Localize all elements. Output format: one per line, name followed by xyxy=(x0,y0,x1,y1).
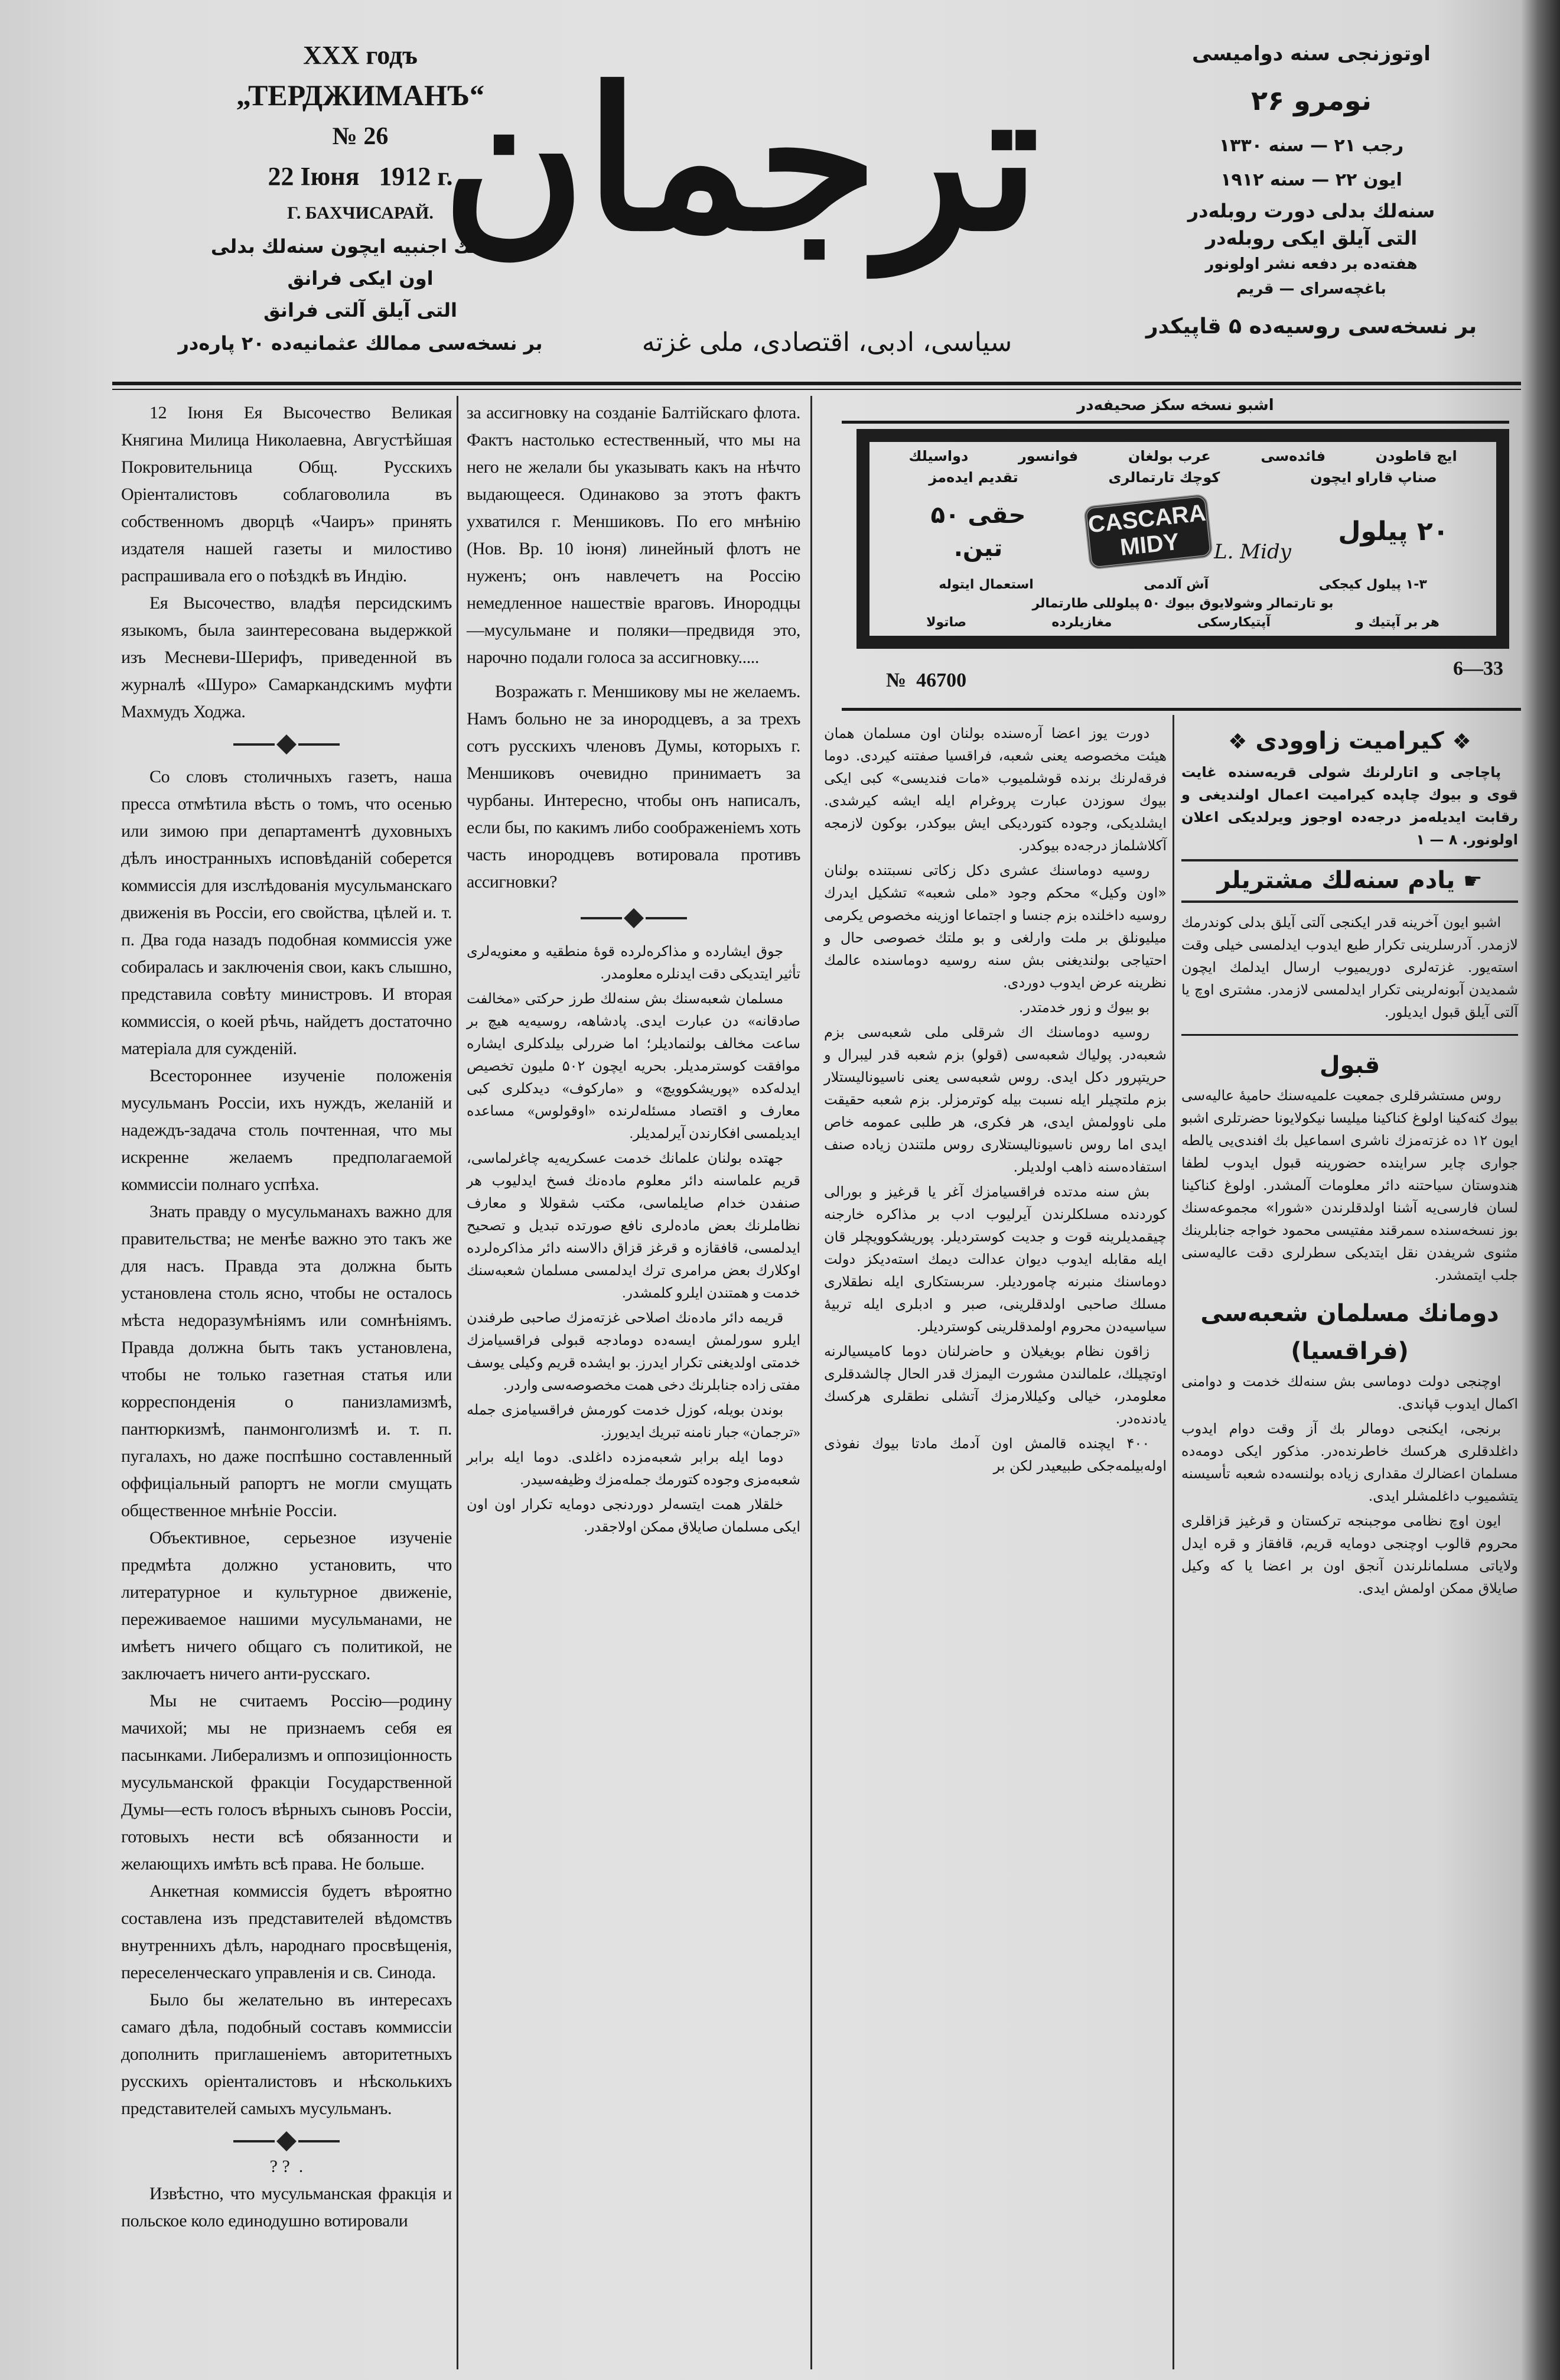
masthead-subtitle: سیاسی، ادبی، اقتصادی، ملی غزته xyxy=(641,327,1012,357)
advert-text-row xyxy=(884,467,1482,488)
foreign-price-line: ممالك اجنبیه ایچون سنەلك بدلی xyxy=(210,235,510,258)
header-rule-thin xyxy=(112,389,1521,390)
article-paragraph: برنجی، ایکنجی دومالر بك آز وقت دوام ایدوب داغلدقلری هرکسك خاطرندەدر. مذکور ایکی دومەده مسلمان اعضالرك مقداری زیاده بولنسەده شعبه تأسیسنه یتشمیوب داغلمشلر ایدی. xyxy=(1181,1420,1518,1504)
advert-text: تقدیم ایدەمز xyxy=(929,469,1018,486)
advert-text-row xyxy=(884,594,1482,613)
pointing-hand-icon: ☛ xyxy=(1463,869,1483,893)
article-paragraph: روس مستشرقلری جمعیت علمیەسنك حامیهٔ عالیەسی بیوك کنەکینا اولوغ کناکینا میلیسا نیکولایونا حضرتلری اشبو ایون ۱۲ ده غزتەمزك ناشری اسماعیل بك افندی‌یی یالطه جواری چایر سراینده حضورینه قبول ایدوب لطفا هندوستان سیاحتنه دائر معلومات آلمشدر. اولوغ کناکینا لسان فارسی‌یه آشنا اولدقلرندن «شورا» مجموعەسنك بوز نسخەسنده سمرقند مفتیسی محمود خواجه جنابلرینك مثنوی شریفدن نقل ایتدیکی سطرلری دقت عالیەسنی جلب ایتمشدر. xyxy=(1181,1087,1519,1283)
article-paragraph: زاقون نظام بویغیلان و حاضرلنان دوما کامیسیالرنه اوتچیلك، علمالندن مشورت الیمزك قدر الحال چالشدقلری معلومدر، خیالی وکیللارمزك آتشلی نطقلری هرکسك یادندەدر. xyxy=(824,1343,1167,1427)
section-question-marks: ? ? . xyxy=(269,2157,304,2176)
advert-text: صاتولا xyxy=(926,615,967,630)
article-paragraph: за ассигновку на созданіе Балтійскаго флота. Фактъ настолько естественный, что мы на него не желали бы указывать какъ на нѣчто выдающееся. Одинаково за этотъ фактъ ухватился г. Меншиковъ. По его мнѣнію (Нов. Вр. 10 іюня) линейный флотъ не нуженъ; онъ навлечетъ на Россію немедленное нашествіе враговъ. Инородцы—мусульмане и поляки—предвидя это, нарочно подали голоса за ассигновку..... xyxy=(467,403,800,667)
advert-text: فوانسور xyxy=(1018,448,1079,464)
notice-paragraph: اشبو ایون آخرینه قدر ایکنجی آلتی آیلق بدلی کوندرمك لازمدر. آدرسلرینی تکرار طبع ایدوب ایدلمسی خیلی وقت استەیور. غزتەلری دوریمیوب ارسال ایدلمك ایچون شمدیدن آبونەلرینی تکرار ایدلمسی لازمدر. مشتری اوچ یا آلتی آیلق قبول ایدیلور. xyxy=(1181,914,1518,1020)
section-subheading-fraction: (فراقسیا) xyxy=(1291,1338,1409,1365)
article-paragraph: خلقلار همت ایتسەلر دوردنجی دومایه تکرار اون اون ایکی مسلمان صایلاق ممکن اولاجقدر. xyxy=(467,1497,800,1535)
issue-date: 22 Іюня 1912 г. xyxy=(268,162,453,191)
article-paragraph: اوچنجی دولت دوماسی بش سنەلك خدمت و دوامنی اکمال ایدوب قپاندی. xyxy=(1181,1373,1518,1412)
cascara-midy-logo: CASCARA MIDY xyxy=(1083,493,1213,570)
article-paragraph: Было бы желательно въ интересахъ самаго дѣла, подобный составъ коммиссіи дополнить приглашеніемъ авторитетныхъ русскихъ оріенталистовъ и нѣсколькихъ представителей самыхъ мусульманъ. xyxy=(121,1990,452,2118)
ornament-divider xyxy=(121,733,452,756)
advert-text: فائدەسی xyxy=(1261,448,1326,464)
advert-number: № 46700 xyxy=(886,669,967,691)
foreign-price-line: اون ایکی فرانق xyxy=(287,267,434,290)
volume-info: اوتوزنجی سنه دوامیسی xyxy=(1192,42,1431,66)
advert-pill-count: ۲۰ پیلول xyxy=(1338,516,1449,547)
place: باغچەسرای — قریم xyxy=(1236,280,1386,298)
advert-bottom-rule xyxy=(842,708,1521,711)
advert-text-row xyxy=(884,576,1482,594)
column-separator xyxy=(810,396,812,2369)
section-heading-tile-factory: ❖ کیرامیت زاوودی ❖ xyxy=(1181,722,1518,761)
article-paragraph: دوما ایله برابر شعبەمزده داغلدی. دوما ایله برابر شعبەمزی وجوده کتورمك جملەمزك وظیفەسیدر. xyxy=(467,1450,800,1488)
advert-text-row xyxy=(884,446,1482,467)
article-paragraph: Всестороннее изученіе положенія мусульманъ Россіи, ихъ нуждъ, желаній и надеждъ-задача столь почтенная, что мы искренне желаемъ предполагаемой коммиссіи полнаго успѣха. xyxy=(121,1066,452,1194)
gregorian-date: ایون ۲۲ — سنه ۱۹۱۲ xyxy=(1220,170,1402,190)
advert-text: مغازیلرده xyxy=(1051,615,1112,630)
article-paragraph: Ея Высочество, владѣя персидскимъ языкомъ, была заинтересована выдержкой изъ Месневи-Шерифъ, приведенной въ журналѣ «Шуро» Самаркандскимъ муфти Махмудъ Ходжа. xyxy=(121,593,452,721)
advert-text-row xyxy=(884,613,1482,632)
article-paragraph: جهتده بولنان علمانك خدمت عسکریەیه چاغرلماسی، قریم علماسنه دائر معلوم مادەنك فسخ ایدلیوب هر صنفدن خدام صایلماسی، مکتب شقوللا و معارف نظاملرنك بعض مادەلری نافع صورتده تبدیل و تصحیح ایدلمسی، قافقازه و قرغز قزاق دالاسنه دائر مذاکرەلرده اوکلارك بعض مرامری ترك ایدلمسی مسلمان شعبەسنك خدمت و همتندن ایلرو کلمشدر. xyxy=(467,1151,800,1301)
article-paragraph: Возражать г. Меншикову мы не желаемъ. Намъ больно не за инородцевъ, а за трехъ сотъ русскихъ членовъ Думы, которыхъ г. Меншиковъ очевидно принимаетъ за чурбаны. Интересно, чтобы онъ написалъ, если бы, по какимъ либо соображеніемъ хоть часть инородцевъ вотировала противъ ассигновки? xyxy=(467,682,800,892)
ornament-icon: ❖ xyxy=(1452,730,1471,754)
issue-number-ottoman: نومرو ۲۶ xyxy=(1251,84,1372,116)
article-paragraph: 12 Іюня Ея Высочество Великая Княгина Милица Николаевна, Августѣйшая Покровительница Общ. Русскихъ Оріенталистовъ соблаговолила въ собственномъ дворцѣ «Чаиръ» принять издателя нашей газеты и милостиво распрашивала его о поѣздкѣ въ Индію. xyxy=(121,403,452,586)
advert-text: ۱-۳ پیلول کیجکی xyxy=(1318,577,1427,592)
advert-text: بو تارتمالر وشولایوق بیوك ۵۰ پیلوللی طارتمالر xyxy=(1032,596,1334,611)
section-heading-duma-muslim-group: دومانك مسلمان شعبەسی xyxy=(1200,1300,1499,1327)
article-paragraph: Анкетная коммиссія будетъ вѣроятно составлена изъ представителей вѣдомствъ внутреннихъ дѣлъ, народнаго просвѣщенія, переселенческаго управленія и св. Синода. xyxy=(121,1881,452,1982)
advert-text: استعمال ایتولە xyxy=(939,577,1034,592)
advert-text: صناپ قاراو ایچون xyxy=(1310,469,1437,486)
column-3-ottoman xyxy=(824,722,1167,1480)
ornament-divider xyxy=(121,2129,452,2153)
volume-year: XXX годъ xyxy=(303,41,418,70)
masthead-calligraphy: ترجمان xyxy=(442,45,1040,274)
article-paragraph: Объективное, серьезное изученіе предмѣта должно установить, что литературное и культурное движеніе, переживаемое нашими мусульманами, не имѣетъ ничего общаго съ политикой, не заключаетъ ничего анти-русскаго. xyxy=(121,1528,452,1683)
cascara-midy-advert xyxy=(856,429,1509,649)
section-heading-subscribers: ☛ یادم سنەلك مشتریلر xyxy=(1181,859,1518,903)
article-paragraph: مسلمان شعبەسنك بش سنەلك طرز حرکتی «مخالفت صادقانه» دن عبارت ایدی. پادشاهه، روسیەیه هیچ بر ساعت مخالف بولنمادیلر؛ اما ضررلی بیلدکلری ایشاره موافقت کوسترمدیلر. بحریه ایچون ۵۰۲ ملیون تخصیص ایدلەکده «پوریشکوویچ» و «مارکوف» دیدکلری کبی معارف و اقتصاد مسئلەلرنده «اوقولوس» مساعده ایدیلمسی افکارندن آیرلمدیلر. xyxy=(467,991,800,1142)
ornament-icon: ❖ xyxy=(1228,730,1248,754)
section-rule xyxy=(1181,1034,1518,1036)
article-paragraph: ایون اوچ نظامی موجبنجه ترکستان و قرغیز قزاقلری محروم قالوب اوچنجی دومایه قریم، قافقاز و قره ایدل ولایاتی مسلمانلرندن آنجق اون بر اعضا یا که وکیل صایلاق ممکن اولمش ایدی. xyxy=(1181,1513,1518,1597)
hijri-date: رجب ۲۱ — سنه ۱۳۳۰ xyxy=(1219,135,1404,156)
ornament-divider xyxy=(467,906,800,930)
advert-signature: L. Midy xyxy=(1214,540,1291,564)
advert-text: عرب بولغان xyxy=(1128,448,1211,464)
article-paragraph: بو بیوك و زور خدمتدر. xyxy=(1018,999,1150,1016)
advert-text: دواسیلك xyxy=(908,448,969,464)
city: Г. БАХЧИСАРАЙ. xyxy=(287,203,434,223)
article-paragraph: بوندن بویله، کوزل خدمت کورمش فراقسیامزی جمله «ترجمان» جبار نامنه تبریك ایدیورز. xyxy=(467,1403,800,1441)
article-paragraph: بش سنه مدتده فراقسیامزك آغر یا قرغیز و بورالی کوردنده مسلکلرندن آیرلیوب ادب بر مذاکره خارجنه چیقمدیلرینه قوت و جدیت کوستردیلر. پوریشکوویچلر قان ایله مقابله ایدوب دیوان عدالت دیمك استەدیکز دولت دوماسنك منبرنه چاموردیلر. سربستکاری ایله نطقلاری مسلك صاحبی اولدقلرینی، صبر و ادبلری ایله تربیهٔ سیاسیەدن محروم اولمدقلرینی کوستردیلر. xyxy=(824,1184,1167,1335)
single-copy-price: بر نسخەسی روسیەده ۵ قاپیکدر xyxy=(1145,314,1477,339)
issue-number: № 26 xyxy=(332,123,389,150)
advert-rule xyxy=(842,421,1509,424)
article-paragraph: جوق ایشارده و مذاکرەلرده قوهٔ منطقیه و معنویەلری تأثیر ایتدیکی دقت ایدنلره معلومدر. xyxy=(467,944,800,982)
article-paragraph: Знать правду о мусульманахъ важно для правительства; не менѣе важно это такъ же для насъ. Правда эта должна быть установлена столь ясно, чтобы не осталось мѣста недоразумѣніямъ или сомнѣніямъ. Правда должна быть такъ установлена, чтобы не только газетная статья или корреспонденія о панизламизмѣ, пантюркизмѣ, панмонголизмѣ и. т. п. пугалахъ, но даже поспѣшно составленный оффиціальный рапортъ не могли смущать общественное мнѣніе Россіи. xyxy=(121,1202,452,1520)
advert-top-text xyxy=(884,446,1482,488)
advert-text: کوچك تارتمالری xyxy=(1108,469,1220,486)
article-paragraph: روسیه دوماسنك اك شرقلی ملی شعبەسی بزم شعبەدر. پولیاك شعبەسی (قولو) بزم شعبه قدر لیبرال و حریتپرور دکل ایدی. روس شعبەسی یعنی ناسیونالیستلار بزم ملتچیلر ایله نسبت بیله کوترمزلر. بزم شعبه حقیقت ملی ناوولمش ایدی، هر فکری، هر طلبی عمومه خاص ایدی اما روس ناسیونالیستلاری روس ملتندن زیاده صنف استفادەسنه ذاهب اولدیلر. xyxy=(824,1024,1167,1175)
advert-code: 6—33 xyxy=(1453,658,1503,679)
foreign-price-line: بر نسخەسی ممالك عثمانیەده ۲۰ پارەدر xyxy=(178,332,543,355)
column-2-ottoman-text xyxy=(467,941,800,1539)
article-paragraph: روسیه دوماسنك عشری دکل زکاتی نسبتنده بولنان «اون وکیل» محکم وجود «ملی شعبه» تشکیل ایدرك روسیه داخلنده بزم جنسا و اجتماعا اوزینه مخصوص یکرمی میلیونلق بر ملت وارلغی و بو ملتك خصوصی حال و احتیاجی بولندیغنی بش سنه روسیه دوماسنده عالمك نظرینه عرض ایدوب دوردی. xyxy=(824,862,1167,991)
advert-paragraph: پاچاجی و اتارلرنك شولی قریەسنده غایت قوی و بیوك چاپده کیرامیت اعمال اولندیغی و رقابت ایدیلەمز درجەده اوجوز ویرلدیکی اعلان اولونور. ۸ — ۱ xyxy=(1181,764,1518,848)
newspaper-title-russian: „ТЕРДЖИМАНЪ“ xyxy=(236,79,485,112)
half-year-price: التی آیلق ایکی روبلەدر xyxy=(1205,227,1418,249)
column-separator xyxy=(457,396,458,2369)
foreign-price-line: التی آیلق آلتی فرانق xyxy=(263,299,457,321)
publication-frequency: هفتەده بر دفعه نشر اولونور xyxy=(1205,255,1418,273)
advert-logo-group xyxy=(1086,500,1291,564)
column-separator xyxy=(1173,715,1174,2369)
advert-middle xyxy=(884,490,1482,573)
article-paragraph: ۴۰۰ ایچنده قالمش اون آدمك مادتا بیوك نفوذی اولەبیلمەجکی طبیعیدر لکن بر xyxy=(824,1435,1167,1474)
advert-text: آپتیکارسکی xyxy=(1197,615,1271,630)
article-paragraph: دورت یوز اعضا آرەسنده بولنان اون مسلمان همان هیئت مخصوصه یعنی شعبه، فراقسیا صفتنه کیردی. دوما فرقەلرنك برنده قوشلمیوب «مات فندیسی» کبی ایکی بیوك سوزدن عبارت پروغرام ایله ایشه کیرشدی. ایشلدیکی، وجوده کتوردیکی ایش بیوکدر، بوکون لازمجه آکلاشلماز درجەده بیوکدر. xyxy=(824,725,1167,854)
column-1-russian xyxy=(121,399,452,2235)
yearly-price: سنەلك بدلی دورت روبلەدر xyxy=(1187,200,1435,222)
header-right-block xyxy=(1110,35,1512,352)
advert-bottom-text xyxy=(884,576,1482,632)
advert-price: حقی ۵۰ تین. xyxy=(930,502,1026,562)
advert-text: هر بر آپتیك و xyxy=(1356,615,1440,630)
article-paragraph: Извѣстно, что мусульманская фракція и польское коло единодушно вотировали xyxy=(121,2184,452,2231)
column-2 xyxy=(467,399,800,1541)
article-paragraph: Со словъ столичныхъ газетъ, наша пресса отмѣтила вѣсть о томъ, что осенью или зимою при департаментѣ духовныхъ дѣлъ иностранныхъ исповѣданій соберется коммиссія для изслѣдованія мусульманскаго движенія въ Россіи, его свойства, цѣлей и. т. п. Два года назадъ подобная коммиссія уже собиралась и заключенія свои, какъ слышно, представила совѣту министровъ. И вторая коммиссія, о коей рѣчь, найдетъ достаточно матеріала для сужденій. xyxy=(121,767,452,1058)
section-heading-reception: قبول xyxy=(1319,1052,1380,1079)
advert-text: ایچ قاطودن xyxy=(1375,448,1457,464)
column-4-ottoman xyxy=(1181,722,1518,1602)
advert-text: آش آلدمی xyxy=(1144,577,1209,592)
article-paragraph: قریمه دائر مادەنك اصلاحی غزتەمزك صاحبی طرفندن ایلرو سورلمش ایسەده دومادجه قبولی فراقسیامزك خدمتی اولدیغنی تکرار ایدرز. بو ایشده قریم وکیلی یوسف مفتی زاده جنابلرنك دخی همت مخصوصەسی واردر. xyxy=(467,1311,800,1393)
header-rule xyxy=(112,382,1521,385)
page-count-caption: اشبو نسخه سکز صحیفەدر xyxy=(1077,396,1274,414)
article-paragraph: Мы не считаемъ Россію—родину мачихой; мы не признаемъ себя ея пасынками. Либерализмъ и оппозиціонность мусульманской фракціи Государственной Думы—есть голосъ вѣрныхъ сыновъ Россіи, готовыхъ нести всѣ обязанности и желающихъ имѣть всѣ права. Не больше. xyxy=(121,1691,452,1874)
